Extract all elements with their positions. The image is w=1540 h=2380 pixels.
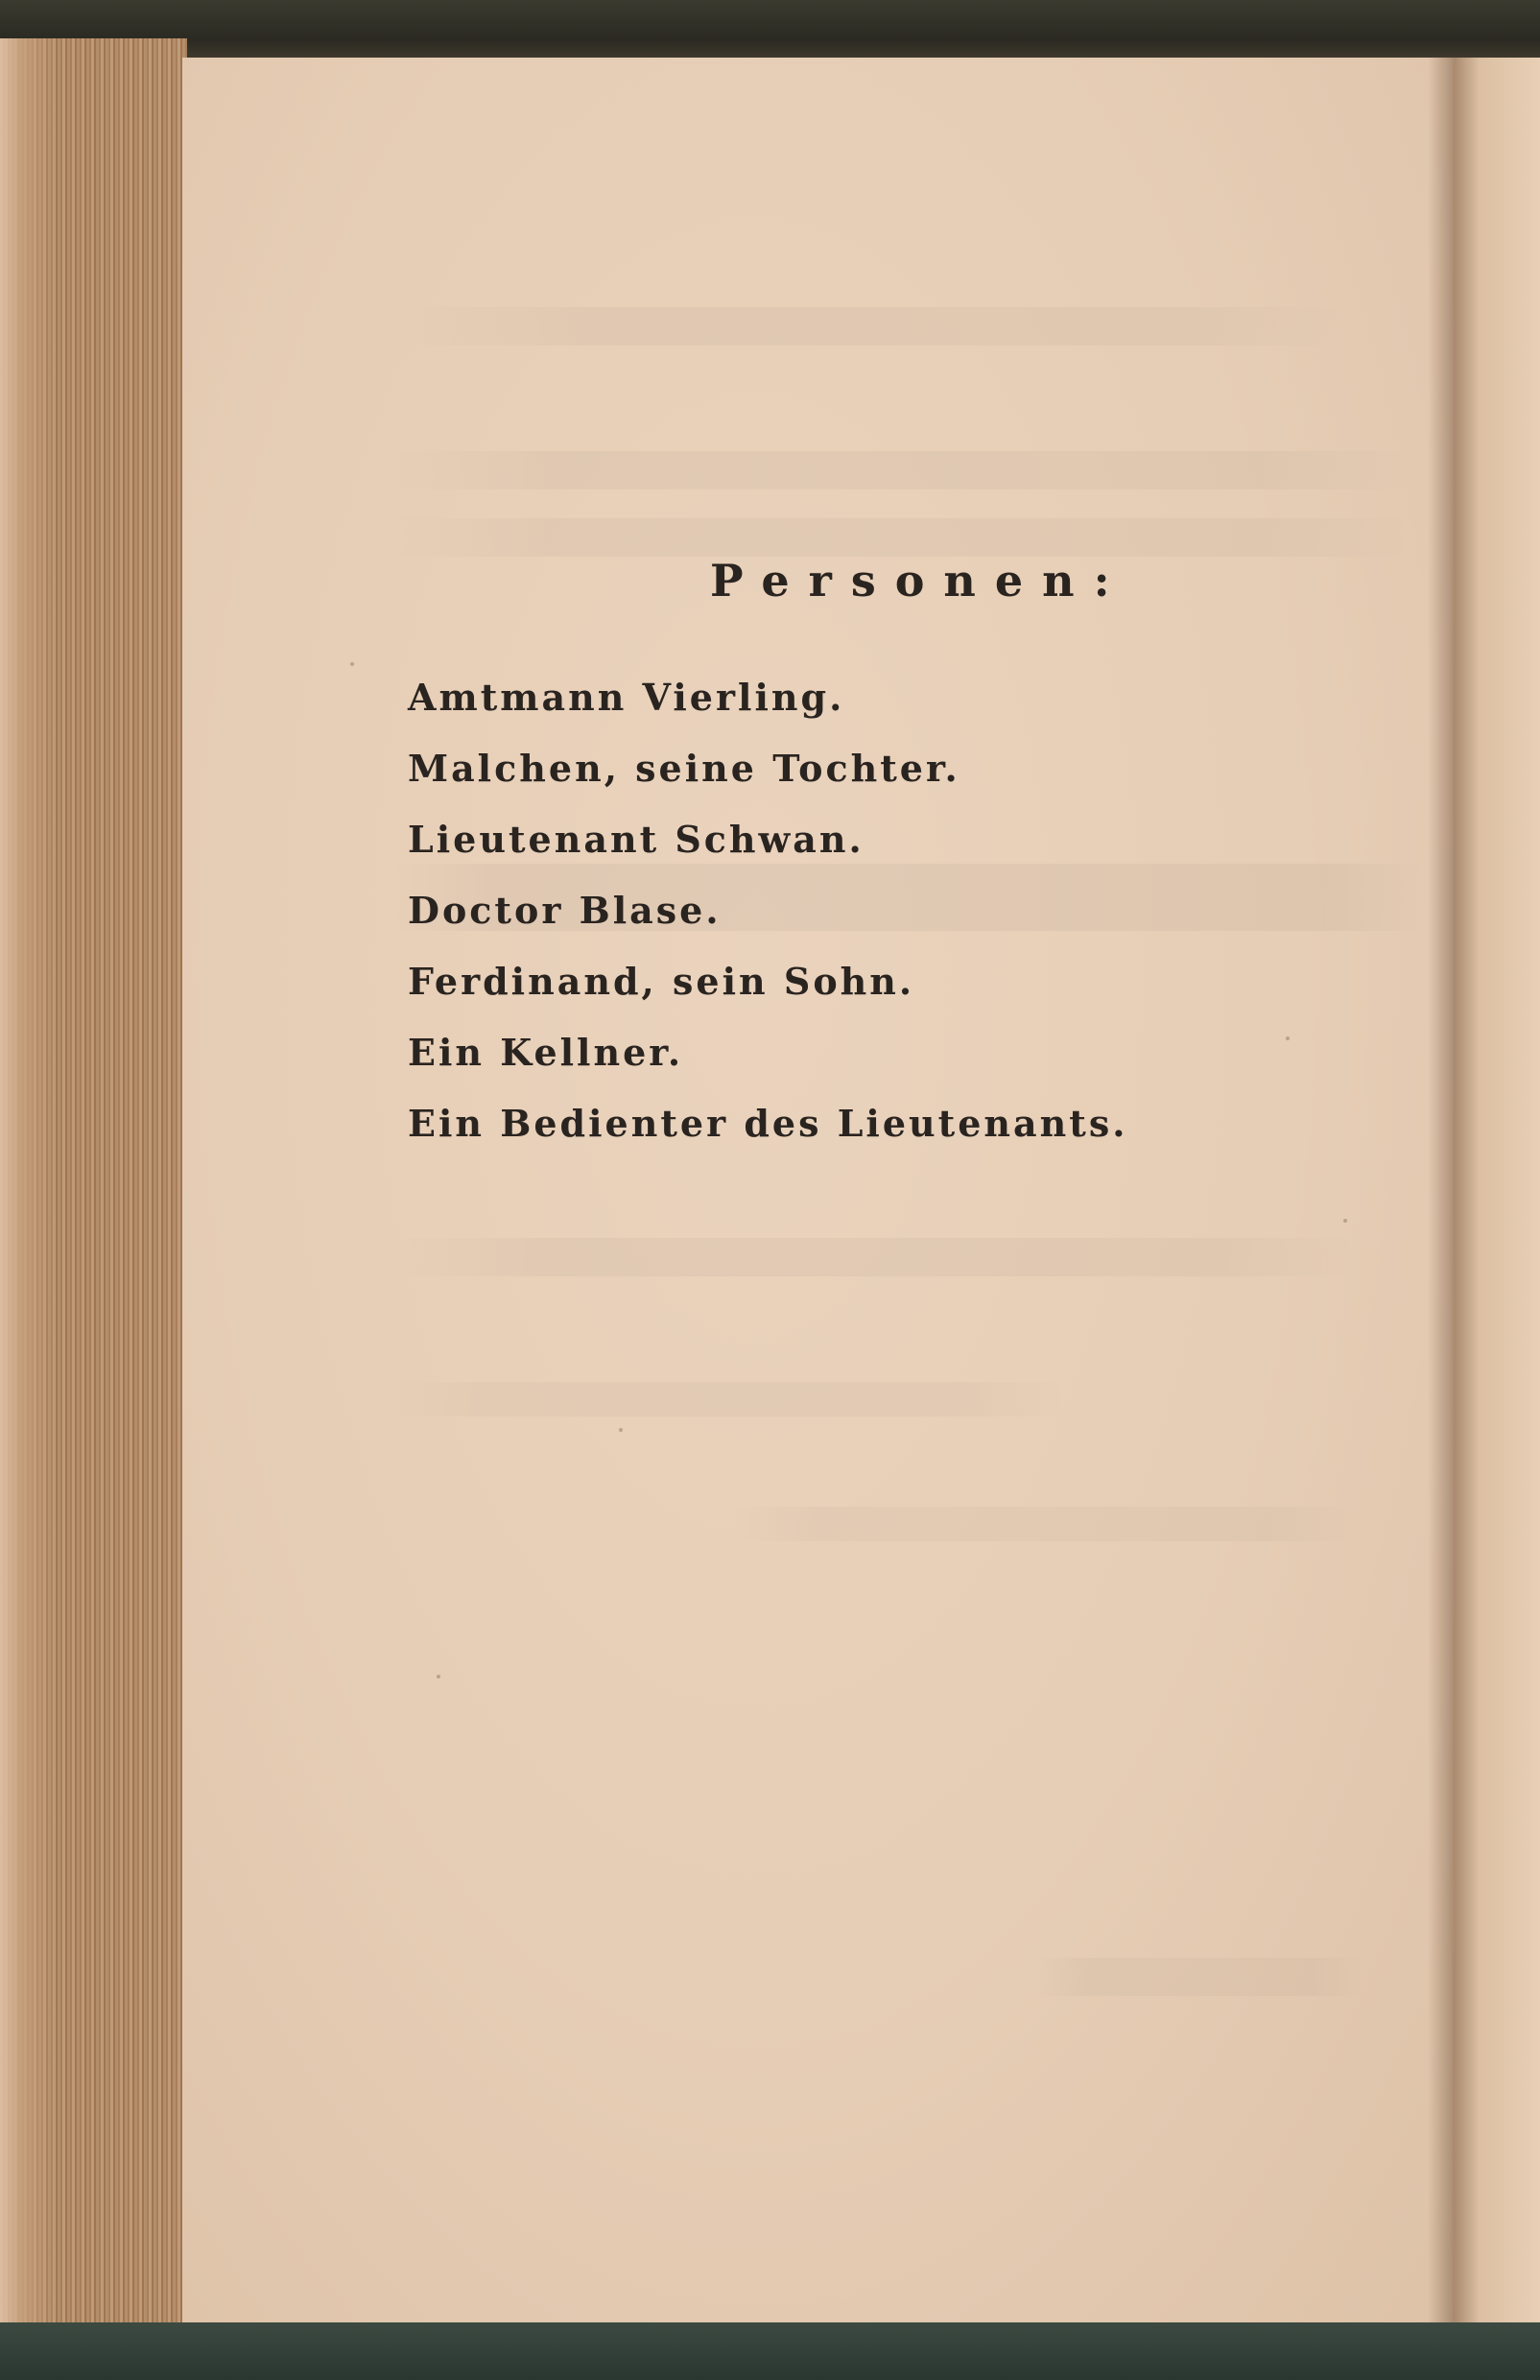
person-entry: Malchen, seine Tochter.	[408, 747, 960, 790]
person-entry: Amtmann Vierling.	[408, 676, 845, 719]
person-entry: Ferdinand, sein Sohn.	[408, 960, 915, 1003]
person-entry: Doctor Blase.	[408, 889, 722, 932]
page-heading: Personen:	[710, 555, 1129, 607]
person-entry: Lieutenant Schwan.	[408, 818, 865, 861]
persons-list	[408, 662, 1127, 1159]
person-entry: Ein Bedienter des Lieutenants.	[408, 1102, 1128, 1145]
person-entry: Ein Kellner.	[408, 1031, 684, 1074]
